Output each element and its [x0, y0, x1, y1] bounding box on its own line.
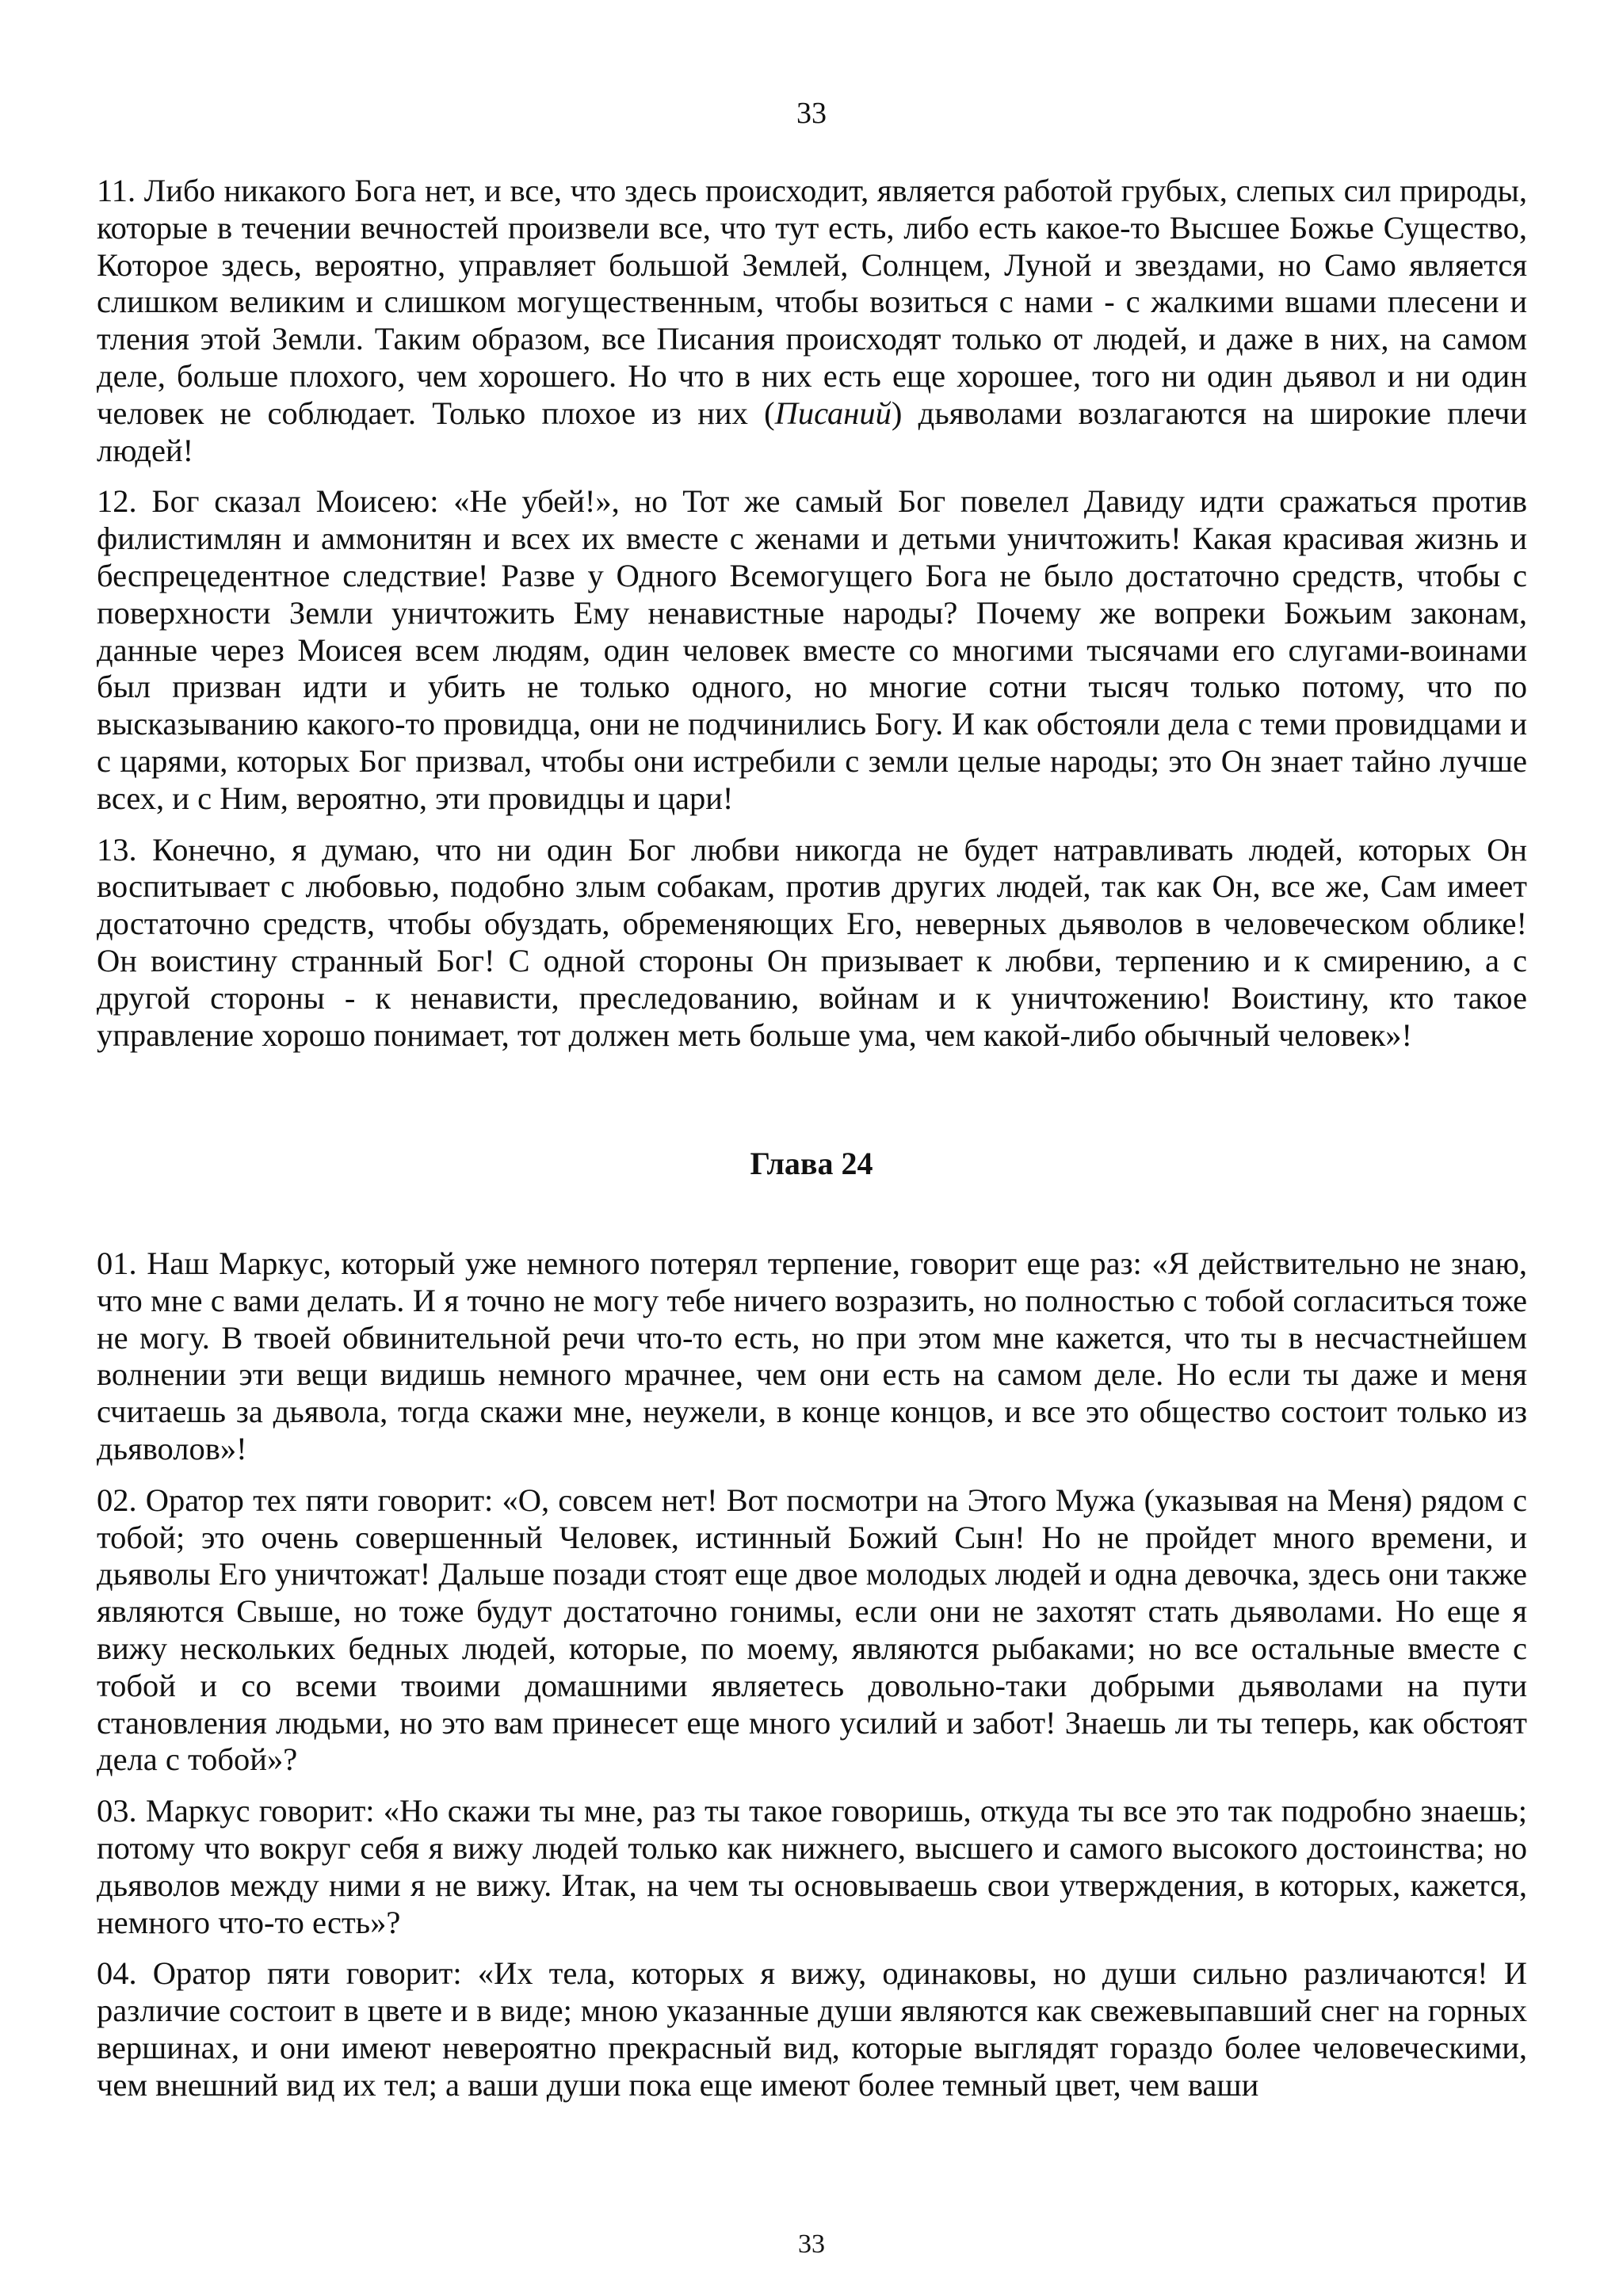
paragraph-12: 12. Бог сказал Моисею: «Не убей!», но Тот же самый Бог повелел Давиду идти сражаться против филистимлян и аммонитян и всех их вместе с женами и детьми уничтожить! Какая красивая жизнь и беспрецедентное следствие! Разве у Одного Всемогущего Бога не было достаточно средств, чтобы с поверхности Земли уничтожить Ему ненавистные народы? Почему же вопреки Божьим законам, данные через Моисея всем людям, один человек вместе со многими тысячами его слугами-воинами был призван идти и убить не только одного, но многие сотни тысяч только потому, что по высказыванию какого-то провидца, они не подчинились Богу. И как обстояли дела с теми провидцами и с царями, которых Бог призвал, чтобы они истребили с земли целые народы; это Он знает тайно лучше всех, и с Ним, вероятно, эти провидцы и цари! — [97, 483, 1527, 816]
paragraph-03: 03. Маркус говорит: «Но скажи ты мне, раз ты такое говоришь, откуда ты все это так подробно знаешь; потому что вокруг себя я вижу людей только как нижнего, высшего и самого высокого достоинства; но дьяволов между ними я не вижу. Итак, на чем ты основываешь свои утверждения, в которых, кажется, немного что-то есть»? — [97, 1793, 1527, 1940]
chapter-title: Глава 24 — [750, 1146, 873, 1181]
paragraph-11-text-start: 11. Либо никакого Бога нет, и все, что здесь происходит, является работой грубых, слепых сил природы, которые в течении вечностей произвели все, что тут есть, либо есть какое-то Высшее Божье Существо, Которое здесь, вероятно, управляет большой Землей, Солнцем, Луной и звездами, но Само является слишком великим и слишком могущественным, чтобы возиться с нами - с жалкими вшами плесени и тления этой Земли. Таким образом, все Писания происходят только от людей, и даже в них, на самом деле, больше плохого, чем хорошего. Но что в них есть еще хорошее, того ни один дьявол и ни один человек не соблюдает. Только плохое из них ( — [97, 173, 1527, 431]
page-number-bottom: 33 — [798, 2229, 825, 2259]
paragraph-01: 01. Наш Маркус, который уже немного потерял терпение, говорит еще раз: «Я действительно не знаю, что мне с вами делать. И я точно не могу тебе ничего возразить, но полностью с тобой согласиться тоже не могу. В твоей обвинительной речи что-то есть, но при этом мне кажется, что ты в несчастнейшем волнении эти вещи видишь немного мрачнее, чем они есть на самом деле. Но если ты даже и меня считаешь за дьявола, тогда скажи мне, неужели, в конце концов, и все это общество состоит только из дьяволов»! — [97, 1245, 1527, 1466]
paragraph-11-text-end: ) дьяволами возлагаются на широкие плечи людей! — [97, 395, 1527, 468]
paragraph-11-italic-word: Писаний — [774, 395, 892, 431]
page-number-top: 33 — [796, 97, 827, 130]
section-chapter-24 — [97, 1245, 1527, 2104]
section-before-chapter — [97, 173, 1527, 1054]
paragraph-02: 02. Оратор тех пяти говорит: «О, совсем нет! Вот посмотри на Этого Мужа (указывая на Меня) рядом с тобой; это очень совершенный Человек, истинный Божий Сын! Но не пройдет много времени, и дьяволы Его уничтожат! Дальше позади стоят еще двое молодых людей и одна девочка, здесь они также являются Свыше, но тоже будут достаточно гонимы, если они не захотят стать дьяволами. Но еще я вижу нескольких бедных людей, которые, по моему, являются рыбаками; но все остальные вместе с тобой и со всеми твоими домашними являетесь довольно-таки добрыми дьяволами на пути становления людьми, но это вам принесет еще много усилий и забот! Знаешь ли ты теперь, как обстоят дела с тобой»? — [97, 1482, 1527, 1778]
paragraph-04: 04. Оратор пяти говорит: «Их тела, которых я вижу, одинаковы, но души сильно различаются! И различие состоит в цвете и в виде; мною указанные души являются как свежевыпавший снег на горных вершинах, и они имеют невероятно прекрасный вид, которые выглядят гораздо более человеческими, чем внешний вид их тел; а ваши души пока еще имеют более темный цвет, чем ваши — [97, 1955, 1527, 2103]
paragraph-13: 13. Конечно, я думаю, что ни один Бог любви никогда не будет натравливать людей, которых Он воспитывает с любовью, подобно злым собакам, против других людей, так как Он, все же, Сам имеет достаточно средств, чтобы обуздать, обременяющих Его, неверных дьяволов в человеческом облике! Он воистину странный Бог! С одной стороны Он призывает к любви, терпению и к смирению, а с другой стороны - к ненависти, преследованию, войнам и к уничтожению! Воистину, кто такое управление хорошо понимает, тот должен меть больше ума, чем какой-либо обычный человек»! — [97, 831, 1527, 1053]
paragraph-11 — [97, 173, 1527, 469]
